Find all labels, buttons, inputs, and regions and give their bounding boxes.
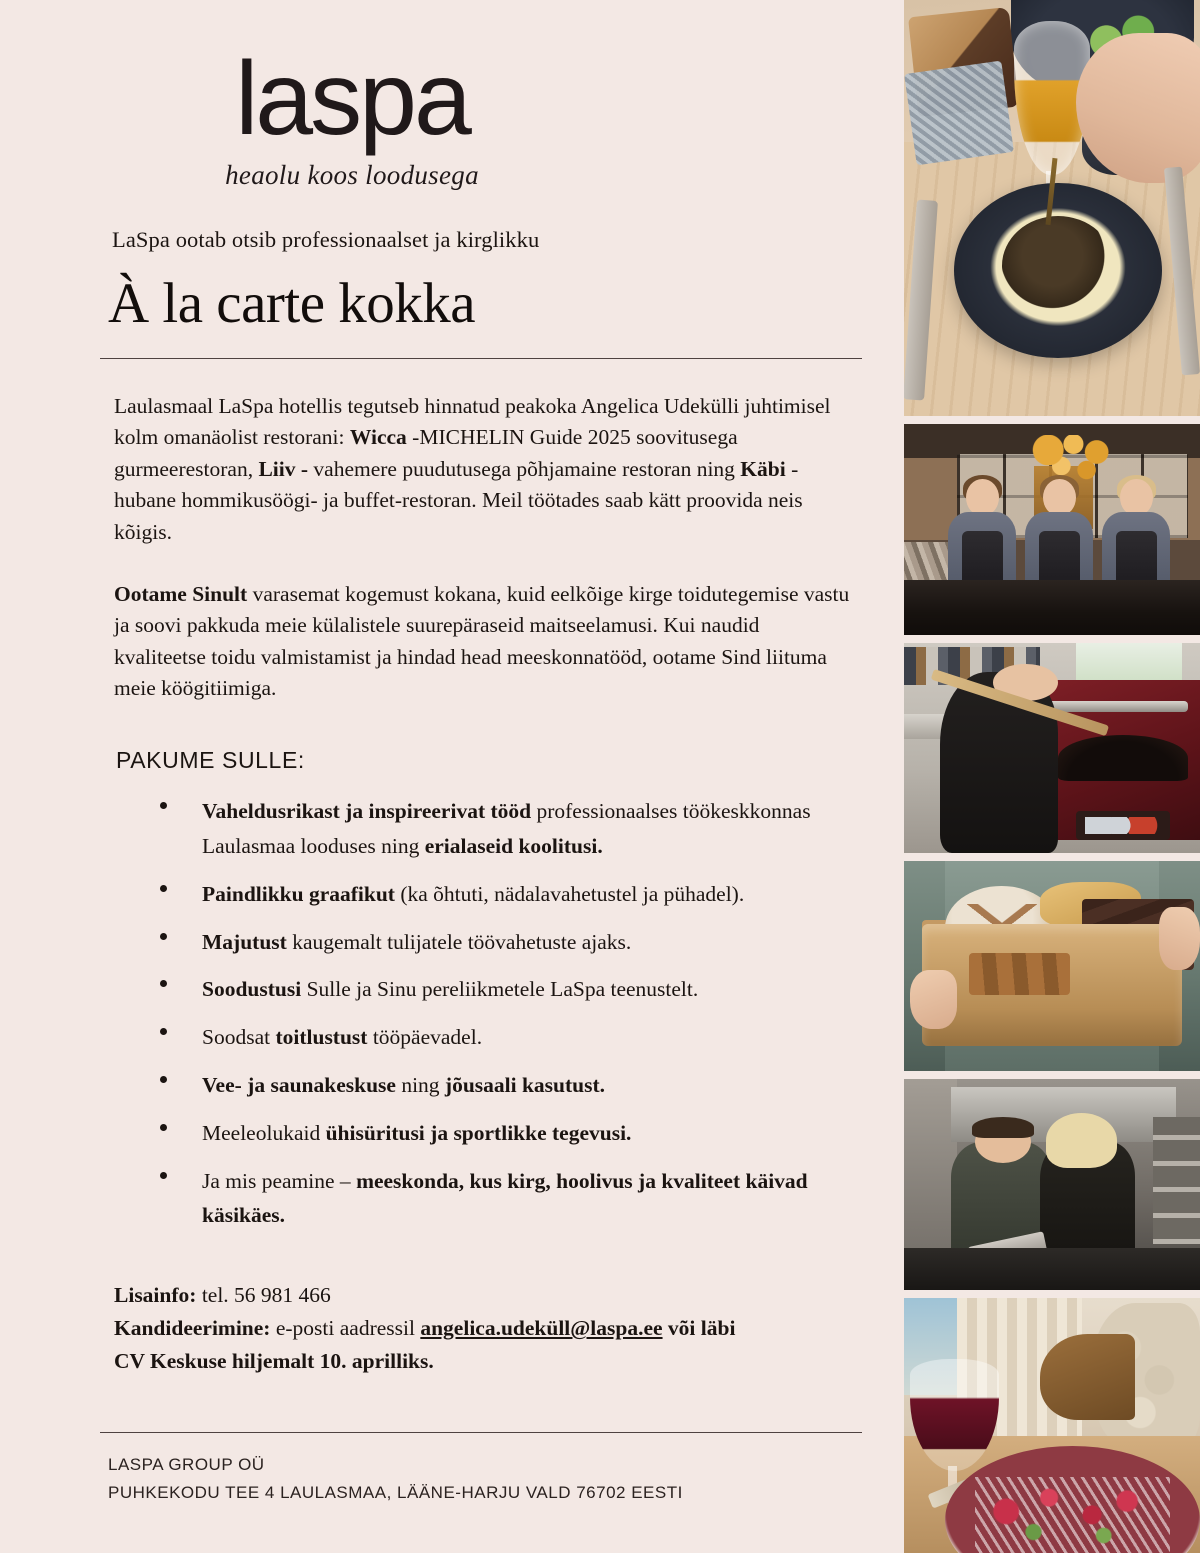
item-text-tail: tööpäevadel. bbox=[367, 1025, 483, 1050]
contact-deadline-line bbox=[114, 1345, 854, 1378]
restaurant-wicca: Wicca bbox=[349, 425, 407, 450]
photo-gap bbox=[904, 1290, 1200, 1298]
expectations-lead: Ootame Sinult bbox=[114, 581, 248, 606]
contact-phone-line bbox=[114, 1279, 854, 1312]
item-bold-lead: Soodustusi bbox=[202, 977, 302, 1002]
intro-seg-1: Laulasmaal LaSpa hotellis tegutseb hinnatud peakoka Angelica Udekülli juhtimisel kolm omanäolist restorani: bbox=[114, 393, 831, 450]
photo-gap bbox=[904, 1071, 1200, 1079]
expectations-paragraph bbox=[114, 579, 854, 705]
photo-scene bbox=[904, 1079, 1200, 1290]
bullet-icon bbox=[160, 1076, 167, 1083]
photo-wooden-tray-of-breads bbox=[904, 861, 1200, 1071]
intro-seg-3: vahemere puudutusega põhjamaine restoran ning bbox=[308, 456, 741, 481]
photo-three-staff-at-restaurant-bar bbox=[904, 424, 1200, 634]
photo-scene bbox=[904, 861, 1200, 1071]
bullet-icon bbox=[160, 1172, 167, 1179]
item-text: (ka õhtuti, nädalavahetustel ja pühadel). bbox=[394, 881, 745, 906]
footer-divider bbox=[100, 1432, 862, 1433]
photo-scene bbox=[904, 643, 1200, 853]
contact-apply-label: Kandideerimine: bbox=[114, 1316, 271, 1341]
footer-address: PUHKEKODU TEE 4 LAULASMAA, LÄÄNE-HARJU VALD 76702 EESTI bbox=[108, 1482, 683, 1502]
bullet-icon bbox=[160, 980, 167, 987]
footer bbox=[0, 1432, 904, 1506]
logo-wordmark: laspa bbox=[235, 41, 469, 157]
item-bold-tail: toitlustust bbox=[275, 1025, 368, 1050]
contact-apply-line bbox=[114, 1312, 854, 1345]
item-bold-tail: erialaseid koolitusi. bbox=[424, 833, 603, 858]
contact-deadline-text: CV Keskuse hiljemalt 10. aprilliks. bbox=[114, 1349, 434, 1374]
list-item bbox=[152, 1020, 852, 1055]
photo-scene bbox=[904, 0, 1200, 416]
photo-beef-carpaccio-with-red-wine bbox=[904, 1298, 1200, 1553]
item-text: Meeleolukaid bbox=[202, 1120, 326, 1145]
intro-paragraph bbox=[114, 391, 854, 549]
item-bold-tail: jõusaali kasutust. bbox=[444, 1072, 606, 1097]
bullet-icon bbox=[160, 1124, 167, 1131]
item-text: kaugemalt tulijatele töövahetuste ajaks. bbox=[286, 929, 632, 954]
photo-scene bbox=[904, 424, 1200, 634]
item-bold-tail: meeskonda, kus kirg, hoolivus ja kvaliteet käivad käsikäes. bbox=[202, 1168, 808, 1228]
item-bold-lead: Majutust bbox=[202, 929, 287, 954]
intro-seg-2: -MICHELIN Guide 2025 soovitusega gurmeerestoran, bbox=[114, 425, 738, 481]
bullet-icon bbox=[160, 933, 167, 940]
list-item bbox=[152, 1116, 852, 1151]
lede-text: LaSpa ootab otsib professionaalset ja kirglikku bbox=[112, 226, 540, 252]
apply-email-link[interactable]: angelica.udeküll@laspa.ee bbox=[420, 1316, 663, 1341]
contact-apply-text: e-posti aadressil bbox=[270, 1316, 421, 1341]
item-bold-lead: Paindlikku graafikut bbox=[202, 881, 395, 906]
photo-strip bbox=[904, 0, 1200, 1553]
title-divider bbox=[100, 358, 862, 359]
list-item bbox=[152, 1164, 852, 1234]
photo-gap bbox=[904, 416, 1200, 424]
item-bold-lead: Vaheldusrikast ja inspireerivat tööd bbox=[202, 799, 532, 824]
list-item bbox=[152, 925, 852, 960]
photo-two-chefs-reviewing-tablet bbox=[904, 1079, 1200, 1290]
photo-gap bbox=[904, 635, 1200, 643]
footer-company: LASPA GROUP OÜ bbox=[108, 1455, 265, 1474]
photo-gap bbox=[904, 853, 1200, 861]
logo-tagline: heaolu koos loodusega bbox=[225, 159, 479, 190]
bullet-icon bbox=[160, 885, 167, 892]
offers-heading: PAKUME SULLE: bbox=[116, 747, 305, 774]
list-item bbox=[152, 1068, 852, 1103]
expectations-body: varasemat kogemust kokana, kuid eelkõige kirge toidutegemise vastu ja soovi pakkuda meie külalistele suurepäraseid maitseelamusi. Kui naudid kvaliteetse toidu valmistamist ja hindad head meeskonnatööd, ootame Sind liituma meie köögitiimiga. bbox=[114, 581, 850, 701]
page-title: À la carte kokka bbox=[108, 271, 476, 335]
contact-block bbox=[114, 1279, 854, 1378]
item-bold-lead: Vee- ja saunakeskuse bbox=[202, 1072, 396, 1097]
footer-address-block bbox=[108, 1451, 904, 1506]
photo-plated-dish-broth-pour bbox=[904, 0, 1200, 416]
list-item bbox=[152, 794, 852, 864]
list-item bbox=[152, 877, 852, 912]
bullet-icon bbox=[160, 1028, 167, 1035]
item-text: Soodsat bbox=[202, 1025, 276, 1050]
item-bold-tail: ühisüritusi ja sportlikke tegevusi. bbox=[325, 1120, 632, 1145]
body-copy bbox=[114, 391, 854, 705]
photo-chef-loading-bread-oven bbox=[904, 643, 1200, 853]
restaurant-liiv: Liiv - bbox=[258, 456, 309, 481]
contact-apply-text-2: või läbi bbox=[662, 1316, 736, 1341]
contact-phone-label: Lisainfo: bbox=[114, 1283, 197, 1308]
item-text: professionaalses töökeskkonnas Laulasmaa looduses ning bbox=[202, 799, 811, 858]
item-text: Ja mis peamine – bbox=[202, 1168, 357, 1193]
intro-seg-4: - hubane hommikusöögi- ja buffet-restoran. Meil töötades saab kätt proovida neis kõigis. bbox=[114, 456, 803, 545]
restaurant-kabi: Käbi bbox=[740, 456, 786, 481]
contact-phone-value: tel. 56 981 466 bbox=[196, 1283, 331, 1308]
photo-scene bbox=[904, 1298, 1200, 1553]
offers-list bbox=[152, 794, 852, 1233]
brand-logo bbox=[0, 0, 904, 191]
list-item bbox=[152, 972, 852, 1007]
bullet-icon bbox=[160, 802, 167, 809]
item-text: Sulle ja Sinu pereliikmetele LaSpa teenustelt. bbox=[301, 977, 699, 1002]
item-text: ning bbox=[395, 1072, 445, 1097]
